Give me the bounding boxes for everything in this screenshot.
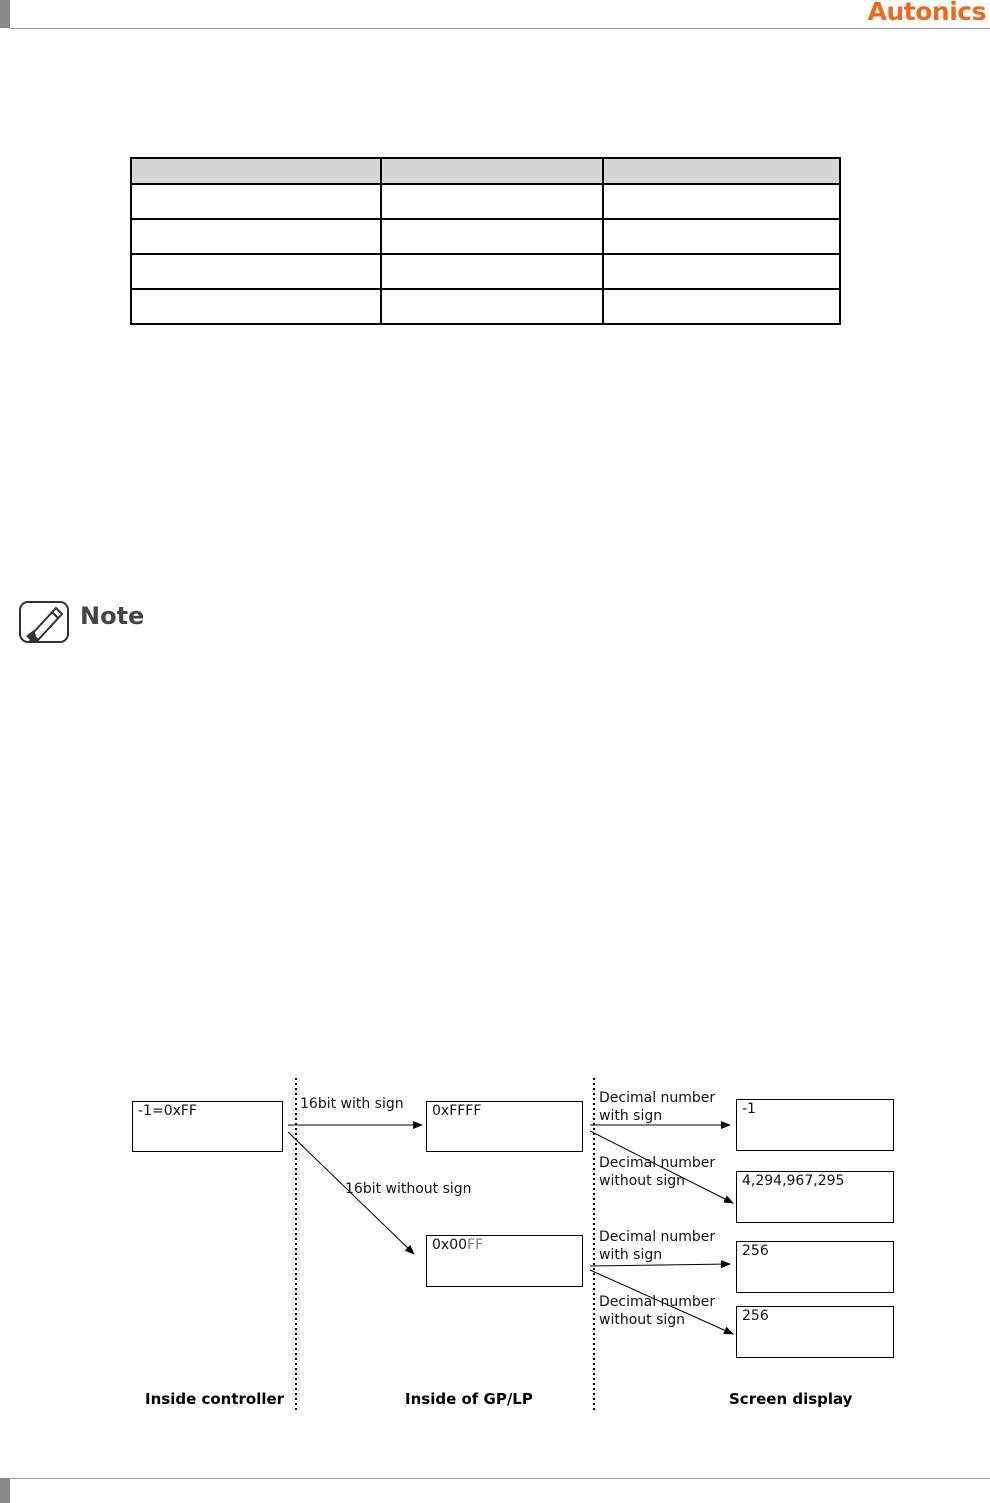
table-cell bbox=[381, 254, 603, 289]
conv-label-line: with sign bbox=[599, 1108, 663, 1124]
signed-arrow-label: 16bit with sign bbox=[300, 1096, 404, 1112]
table-cell bbox=[603, 184, 840, 219]
arrow-conv-3 bbox=[590, 1264, 730, 1266]
table-cell bbox=[131, 289, 381, 324]
conv-label-3 bbox=[599, 1228, 715, 1264]
table-cell bbox=[381, 184, 603, 219]
conv-label-line: Decimal number bbox=[599, 1229, 716, 1245]
table-cell bbox=[603, 219, 840, 254]
display-box-1: -1 bbox=[736, 1099, 894, 1151]
conv-label-2 bbox=[599, 1154, 715, 1190]
table-cell bbox=[603, 254, 840, 289]
gp-unsigned-box bbox=[426, 1235, 583, 1287]
column-title-gp-lp: Inside of GP/LP bbox=[405, 1390, 533, 1408]
gp-signed-box: 0xFFFF bbox=[426, 1101, 583, 1152]
unsigned-arrow-label: 16bit without sign bbox=[345, 1181, 472, 1197]
column-title-controller: Inside controller bbox=[145, 1390, 285, 1408]
table-cell bbox=[131, 254, 381, 289]
conv-label-line: Decimal number bbox=[599, 1155, 716, 1171]
gp-unsigned-prefix: 0x00 bbox=[432, 1237, 468, 1253]
display-box-4: 256 bbox=[736, 1306, 894, 1358]
conversion-diagram bbox=[0, 1070, 990, 1420]
page-header bbox=[0, 0, 990, 30]
table-cell bbox=[603, 289, 840, 324]
conv-label-line: Decimal number bbox=[599, 1294, 716, 1310]
table-row bbox=[131, 184, 840, 219]
gp-unsigned-suffix: FF bbox=[467, 1237, 484, 1253]
pencil-note-icon bbox=[18, 596, 72, 646]
header-rule bbox=[10, 28, 990, 29]
table-header-cell bbox=[131, 158, 381, 184]
table-header-row bbox=[131, 158, 840, 184]
conv-label-line: without sign bbox=[599, 1173, 686, 1189]
note-label: Note bbox=[80, 602, 145, 630]
conv-label-line: without sign bbox=[599, 1312, 686, 1328]
footer-marker bbox=[0, 1478, 10, 1503]
table-cell bbox=[381, 289, 603, 324]
table-header-cell bbox=[603, 158, 840, 184]
page-footer bbox=[0, 1474, 990, 1503]
table-cell bbox=[381, 219, 603, 254]
header-marker bbox=[0, 0, 10, 28]
spec-table bbox=[130, 157, 841, 325]
brand-logo: Autonics bbox=[867, 0, 986, 26]
table-row bbox=[131, 219, 840, 254]
column-title-screen: Screen display bbox=[729, 1390, 853, 1408]
table-row bbox=[131, 289, 840, 324]
conv-label-line: with sign bbox=[599, 1247, 663, 1263]
conv-label-line: Decimal number bbox=[599, 1090, 716, 1106]
conv-label-1 bbox=[599, 1089, 715, 1125]
footer-rule bbox=[10, 1478, 990, 1479]
table-cell bbox=[131, 184, 381, 219]
conv-label-4 bbox=[599, 1293, 715, 1329]
display-box-2: 4,294,967,295 bbox=[736, 1171, 894, 1223]
table-header-cell bbox=[381, 158, 603, 184]
controller-value-box: -1=0xFF bbox=[132, 1101, 283, 1152]
display-box-3: 256 bbox=[736, 1241, 894, 1293]
table-cell bbox=[131, 219, 381, 254]
note-callout bbox=[18, 596, 178, 646]
table-row bbox=[131, 254, 840, 289]
